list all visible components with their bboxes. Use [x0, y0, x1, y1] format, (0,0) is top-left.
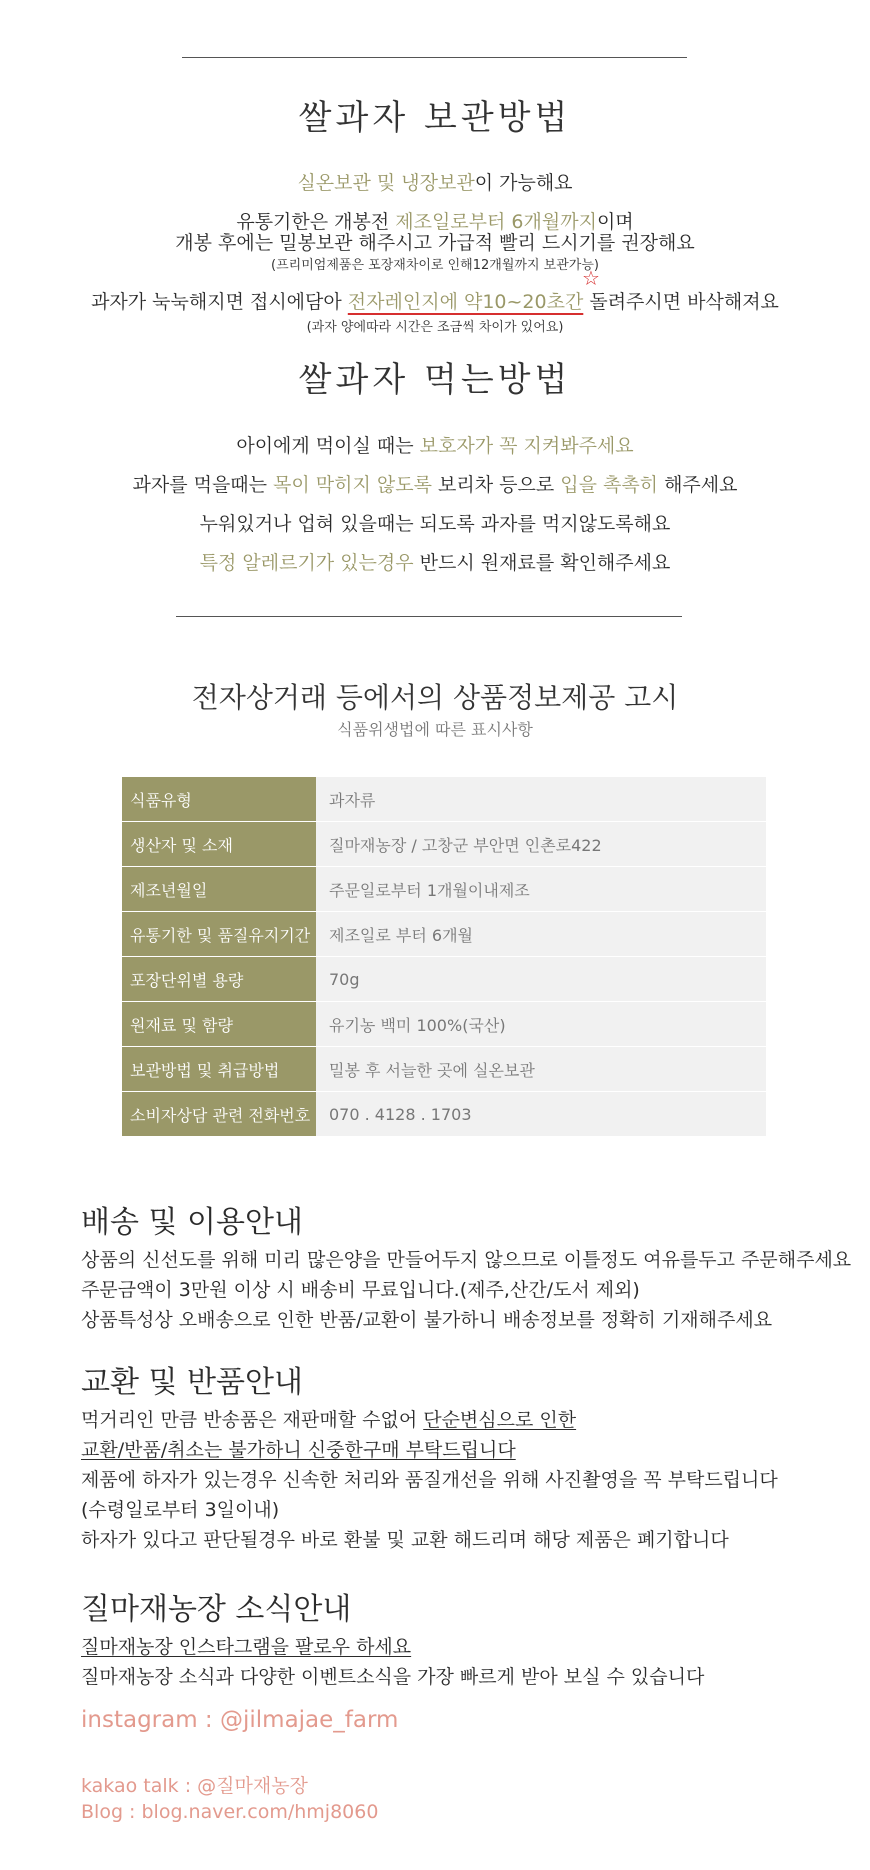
product-info-table [122, 777, 766, 1137]
eating-line-2-highlight-2: 입을 촉촉히 [560, 474, 659, 496]
storage-line-5 [0, 287, 870, 314]
row-label: 포장단위별 용량 [122, 957, 316, 1002]
top-divider [182, 57, 687, 58]
eating-line-4-text: 반드시 원재료를 확인해주세요 [413, 552, 671, 574]
delivery-line-3: 상품특성상 오배송으로 인한 반품/교환이 불가하니 배송정보를 정확히 기재해주세요 [81, 1309, 773, 1331]
table-row [122, 1047, 766, 1092]
row-label: 식품유형 [122, 777, 316, 822]
notice-title: 전자상거래 등에서의 상품정보제공 고시 [191, 681, 679, 714]
storage-line-1-highlight: 실온보관 및 냉장보관 [297, 172, 475, 194]
news-line-2: 질마재농장 소식과 다양한 이벤트소식을 가장 빠르게 받아 보실 수 있습니다 [81, 1666, 705, 1688]
storage-line-3: 개봉 후에는 밀봉보관 해주시고 가급적 빨리 드시기를 권장해요 [175, 232, 695, 254]
returns-line-5: 하자가 있다고 판단될경우 바로 환불 및 교환 해드리며 해당 제품은 폐기합니다 [81, 1529, 729, 1551]
microwave-highlight: 전자레인지에 약10~20초간 [347, 291, 584, 313]
delivery-line-2: 주문금액이 3만원 이상 시 배송비 무료입니다.(제주,산간/도서 제외) [81, 1279, 640, 1301]
returns-line-3: 제품에 하자가 있는경우 신속한 처리와 품질개선을 위해 사진촬영을 꼭 부탁드립니다 [81, 1469, 778, 1491]
eating-title: 쌀과자 먹는방법 [298, 360, 572, 400]
eating-line-2 [0, 470, 870, 497]
returns-line-1-underlined: 단순변심으로 인한 [423, 1409, 577, 1431]
row-value: 주문일로부터 1개월이내제조 [316, 867, 766, 912]
returns-line-1 [81, 1405, 576, 1432]
delivery-heading: 배송 및 이용안내 [81, 1205, 303, 1240]
storage-line-5-text-b: 돌려주시면 바삭해져요 [583, 291, 779, 313]
eating-line-2-highlight-1: 목이 막히지 않도록 [273, 474, 432, 496]
table-row [122, 912, 766, 957]
kakao-link[interactable]: kakao talk : @질마재농장 [81, 1775, 308, 1797]
row-value: 질마재농장 / 고창군 부안면 인촌로422 [316, 822, 766, 867]
returns-heading: 교환 및 반품안내 [81, 1365, 303, 1400]
storage-line-5-text-a: 과자가 눅눅해지면 접시에담아 [91, 291, 348, 313]
storage-line-2-text-b: 이며 [596, 211, 634, 233]
returns-line-2: 교환/반품/취소는 불가하니 신중한구매 부탁드립니다 [81, 1439, 516, 1461]
table-row [122, 777, 766, 822]
instagram-follow-link[interactable]: 질마재농장 인스타그램을 팔로우 하세요 [81, 1636, 412, 1658]
storage-line-1 [0, 168, 870, 195]
storage-line-1-text: 이 가능해요 [474, 172, 573, 194]
notice-subtitle: 식품위생법에 따른 표시사항 [337, 720, 533, 739]
returns-line-4: (수령일로부터 3일이내) [81, 1499, 280, 1521]
row-label: 제조년월일 [122, 867, 316, 912]
eating-line-1-text: 아이에게 먹이실 때는 [236, 435, 420, 457]
eating-line-4-highlight: 특정 알레르기가 있는경우 [199, 552, 414, 574]
row-value: 과자류 [316, 777, 766, 822]
row-value: 제조일로 부터 6개월 [316, 912, 766, 957]
eating-line-4 [0, 548, 870, 575]
row-value: 70g [316, 957, 766, 1002]
table-row [122, 822, 766, 867]
row-value: 밀봉 후 서늘한 곳에 실온보관 [316, 1047, 766, 1092]
row-label: 생산자 및 소재 [122, 822, 316, 867]
row-label: 원재료 및 함량 [122, 1002, 316, 1047]
storage-line-2-text-a: 유통기한은 개봉전 [236, 211, 396, 233]
row-label: 보관방법 및 취급방법 [122, 1047, 316, 1092]
table-row [122, 867, 766, 912]
blog-link[interactable]: Blog : blog.naver.com/hmj8060 [81, 1801, 379, 1823]
table-row [122, 957, 766, 1002]
eating-line-2-text-a: 과자를 먹을때는 [132, 474, 274, 496]
eating-line-2-text-b: 보리차 등으로 [431, 474, 561, 496]
row-label: 소비자상담 관련 전화번호 [122, 1092, 316, 1137]
returns-line-1-text: 먹거리인 만큼 반송품은 재판매할 수없어 [81, 1409, 424, 1431]
star-icon: ☆ [582, 266, 600, 290]
table-row [122, 1092, 766, 1137]
middle-divider [176, 616, 682, 617]
instagram-link[interactable]: instagram : @jilmajae_farm [81, 1707, 399, 1733]
eating-line-2-text-c: 해주세요 [658, 474, 738, 496]
row-value: 070 . 4128 . 1703 [316, 1092, 766, 1137]
eating-line-1 [0, 431, 870, 458]
row-value: 유기농 백미 100%(국산) [316, 1002, 766, 1047]
eating-line-3: 누워있거나 업혀 있을때는 되도록 과자를 먹지않도록해요 [199, 513, 671, 535]
news-heading: 질마재농장 소식안내 [81, 1592, 352, 1627]
storage-small-note-1: (프리미엄제품은 포장재차이로 인해12개월까지 보관가능) [271, 258, 599, 273]
row-label: 유통기한 및 품질유지기간 [122, 912, 316, 957]
table-row [122, 1002, 766, 1047]
storage-title: 쌀과자 보관방법 [298, 98, 572, 138]
storage-line-2-highlight: 제조일로부터 6개월까지 [395, 211, 597, 233]
eating-line-1-highlight: 보호자가 꼭 지켜봐주세요 [419, 435, 634, 457]
delivery-line-1: 상품의 신선도를 위해 미리 많은양을 만들어두지 않으므로 이틀정도 여유를두고 주문해주세요 [81, 1249, 852, 1271]
storage-small-note-2: (과자 양에따라 시간은 조금씩 차이가 있어요) [306, 320, 564, 335]
